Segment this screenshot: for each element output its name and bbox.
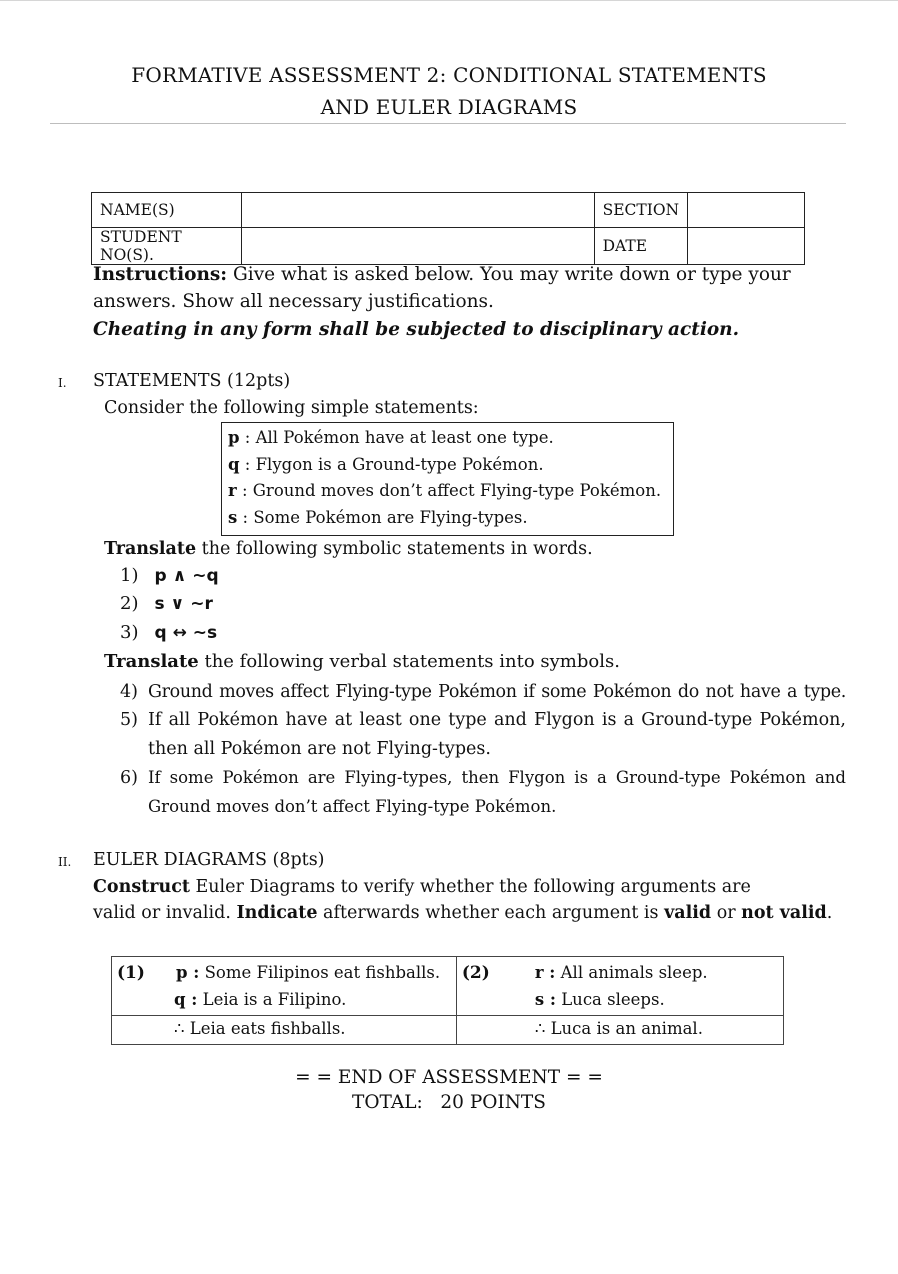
statement-text: : Some Pokémon are Flying-types.	[237, 507, 528, 527]
page-title-line1: FORMATIVE ASSESSMENT 2: CONDITIONAL STATEMENTS	[131, 63, 767, 87]
name-label: NAME(S)	[92, 193, 242, 228]
premise-var: r :	[534, 963, 556, 982]
premise-var: s :	[534, 990, 556, 1009]
construct-rest: Euler Diagrams to verify whether the following arguments are	[189, 877, 751, 897]
item-expression: s ∨ ~r	[154, 594, 213, 614]
text-part: valid or invalid.	[93, 903, 237, 923]
instructions-text1: Give what is asked below. You may write down or type your	[227, 264, 791, 285]
item-number: 5)	[120, 710, 138, 730]
translate-rest: the following verbal statements into symbols.	[198, 651, 620, 672]
verbal-item-5	[120, 706, 846, 763]
symbolic-item-1	[120, 565, 219, 586]
argument-2-conclusion	[456, 1016, 783, 1045]
argument-1-conclusion	[112, 1016, 457, 1045]
section2-title: EULER DIAGRAMS (8pts)	[93, 850, 325, 870]
argument-1-premises	[112, 957, 457, 1016]
premise-text: Luca sleeps.	[555, 990, 665, 1009]
conclusion-text: ∴ Luca is an animal.	[534, 1019, 703, 1038]
statement-var: s	[228, 507, 238, 527]
symbolic-item-3	[120, 622, 217, 643]
translate-symbolic-instruction	[104, 539, 593, 559]
translate-bold: Translate	[104, 539, 197, 559]
item-number: 1)	[120, 565, 139, 586]
statement-text: : Flygon is a Ground-type Pokémon.	[239, 454, 544, 474]
conclusion-text: ∴ Leia eats fishballs.	[174, 1019, 346, 1038]
statement-var: r	[228, 481, 237, 500]
item-expression: p ∧ ~q	[154, 566, 219, 586]
student-info-table	[91, 192, 805, 265]
date-label: DATE	[594, 228, 688, 265]
translate-bold: Translate	[104, 651, 199, 672]
section1-title: STATEMENTS (12pts)	[93, 371, 291, 391]
section-label: SECTION	[594, 193, 688, 228]
symbolic-item-2	[120, 593, 213, 614]
argument-1-premise-1	[117, 961, 451, 988]
statement-var: q	[228, 454, 240, 474]
item-text-line1: If some Pokémon are Flying-types, then Flygon is a Ground-type Pokémon and	[148, 768, 846, 787]
item-number: 3)	[120, 622, 139, 643]
item-expression: q ↔ ~s	[154, 623, 218, 643]
text-part: afterwards whether each argument is	[317, 903, 665, 923]
construct-instruction	[93, 877, 751, 897]
premise-text: All animals sleep.	[555, 963, 708, 982]
cheating-warning: Cheating in any form shall be subjected to disciplinary action.	[93, 319, 740, 340]
argument-2-premise-2	[462, 988, 778, 1015]
simple-statements-box	[221, 422, 674, 536]
page-title-line2: AND EULER DIAGRAMS	[320, 95, 578, 119]
student-no-field[interactable]	[242, 228, 594, 265]
statement-q	[228, 452, 667, 479]
item-text-line2: Ground moves don’t affect Flying-type Pokémon.	[148, 796, 557, 816]
item-number: 6)	[120, 768, 138, 788]
item-text-line2: then all Pokémon are not Flying-types.	[148, 738, 491, 759]
valid-bold: valid	[664, 903, 712, 923]
total-points: TOTAL: 20 POINTS	[352, 1092, 546, 1113]
student-no-label: STUDENT NO(S).	[92, 228, 242, 265]
verbal-item-6	[120, 764, 846, 821]
statement-text: : Ground moves don’t affect Flying-type Pokémon.	[236, 481, 662, 500]
statement-text: : All Pokémon have at least one type.	[239, 428, 554, 447]
translate-rest: the following symbolic statements in words.	[196, 539, 593, 559]
indicate-bold: Indicate	[236, 903, 318, 923]
item-text-line1: If all Pokémon have at least one type and Flygon is a Ground-type Pokémon,	[148, 710, 846, 730]
instructions-lead: Instructions:	[93, 264, 228, 285]
text-part: or	[711, 903, 742, 923]
argument-1-premise-2	[117, 988, 451, 1015]
argument-label: (1)	[117, 963, 145, 983]
instructions-line2: answers. Show all necessary justifications.	[93, 291, 494, 312]
indicate-instruction	[93, 903, 832, 923]
date-field[interactable]	[688, 228, 805, 265]
item-number: 4)	[120, 682, 138, 702]
argument-2-premises	[456, 957, 783, 1016]
end-of-assessment: = = END OF ASSESSMENT = =	[295, 1067, 603, 1088]
name-field[interactable]	[242, 193, 594, 228]
text-part: .	[826, 903, 833, 923]
construct-bold: Construct	[93, 877, 190, 897]
section1-numeral: I.	[58, 376, 67, 390]
premise-var: p :	[176, 963, 200, 982]
translate-verbal-instruction	[104, 651, 620, 672]
statement-r	[228, 478, 667, 505]
item-number: 2)	[120, 593, 139, 614]
section-field[interactable]	[688, 193, 805, 228]
title-divider	[50, 123, 846, 124]
statement-p	[228, 425, 667, 452]
statement-var: p	[228, 428, 240, 447]
item-text: Ground moves affect Flying-type Pokémon if some Pokémon do not have a type.	[148, 682, 846, 702]
premise-text: Leia is a Filipino.	[197, 990, 347, 1009]
instructions-line1	[93, 264, 791, 285]
statement-s	[228, 505, 667, 532]
verbal-item-4	[120, 678, 846, 707]
argument-2-premise-1	[462, 961, 778, 988]
argument-label: (2)	[461, 963, 490, 983]
euler-arguments-table	[111, 956, 784, 1045]
premise-var: q :	[174, 990, 198, 1009]
section1-intro: Consider the following simple statements:	[104, 398, 479, 418]
section2-numeral: II.	[58, 855, 72, 869]
premise-text: Some Filipinos eat fishballs.	[199, 963, 441, 982]
not-valid-bold: not valid	[741, 903, 827, 923]
